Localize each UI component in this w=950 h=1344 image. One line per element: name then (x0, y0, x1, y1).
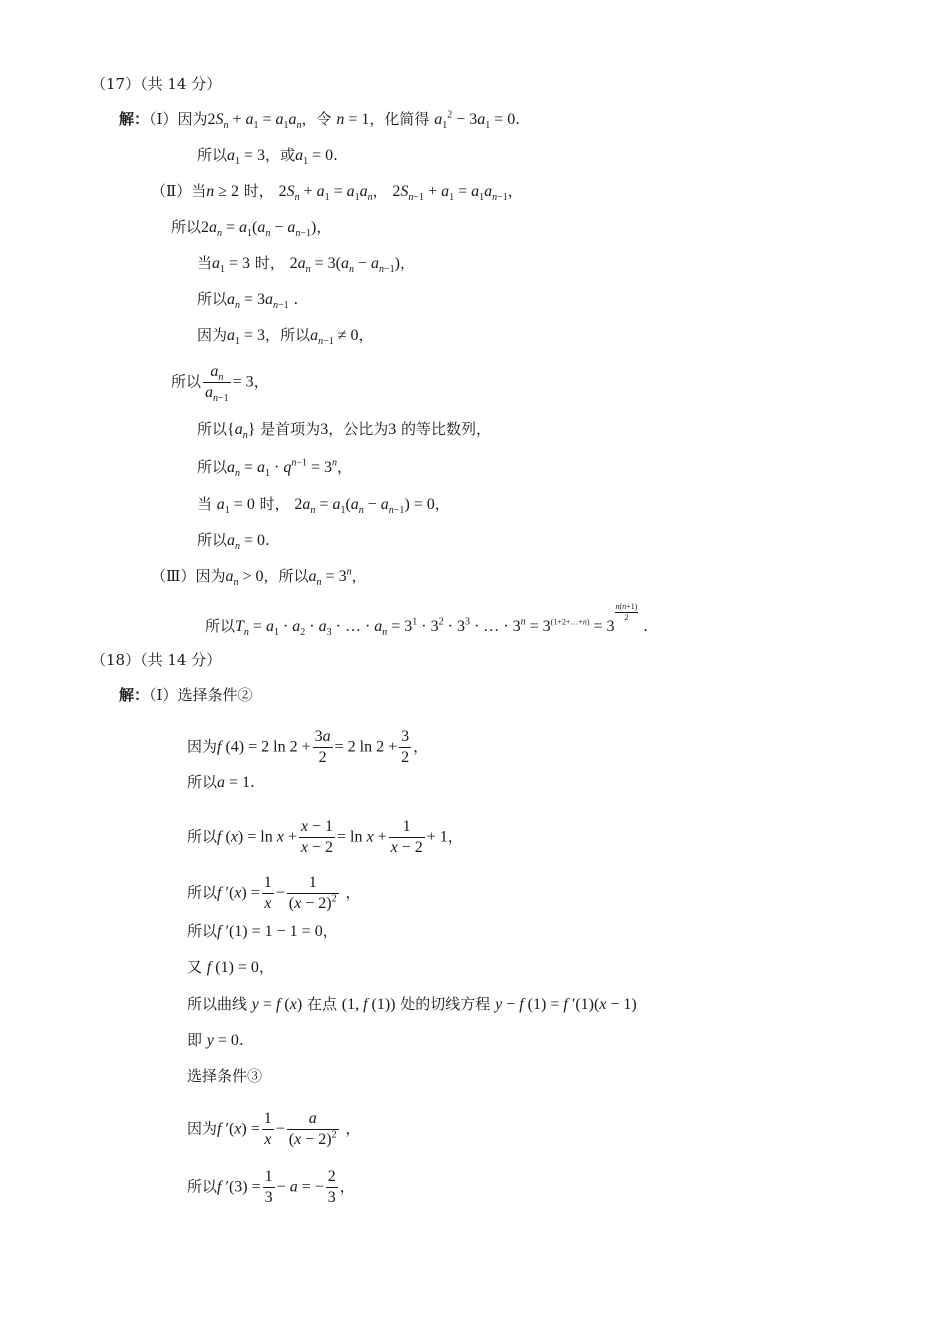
q17-text-yinwei: 因为 (177, 110, 208, 128)
q17-part2-line5: 因为$a_1 = 3$，所以$a_{n-1} \ne 0$， (197, 326, 374, 348)
q17-part2-line8: 所以$a_n = a_1 \cdot q^{n-1} = 3^n$， (197, 457, 353, 480)
q17-text-dang: 当 (197, 495, 213, 513)
q18-line-f1: 又 f (1) = 0， (187, 958, 274, 976)
q17-text-geometric-c: 的等比数列 (401, 420, 477, 438)
q18-jie: 解： (119, 686, 150, 704)
q17-text-geometric-a: 是首项为 (260, 420, 321, 438)
q17-header: （17）（共 14 分） (91, 75, 222, 93)
q18-text-suoyi: 所以 (187, 1177, 218, 1196)
q17-text-suoyi: 所以 (197, 420, 228, 438)
q17-text-suoyi: 所以 (280, 326, 311, 344)
q17-text-suoyi: 所以 (197, 146, 228, 164)
q17-text-suoyi: 所以 (171, 372, 202, 391)
q18-text-you: 又 (187, 958, 203, 976)
q17-text-huajiande: 化简得 (384, 110, 430, 128)
q17-text-ling: 令 (316, 110, 332, 128)
q17-text-suoyi: 所以 (205, 617, 236, 635)
q17-part2-line2: 所以$2a_n = a_1(a_n - a_{n-1})$， (171, 218, 332, 240)
q17-text-suoyi: 所以 (197, 458, 228, 476)
q18-line-a: 所以a = 1. (187, 773, 255, 791)
q18-text-suoyi: 所以 (187, 773, 218, 791)
q18-header: （18）（共 14 分） (91, 651, 222, 669)
q18-line-fpx: 所以f ′(x) = $\frac{1}{x}$ − $\frac{1}{(x - 2)^2}$ ， (187, 874, 361, 912)
q18-part1-line1 (119, 685, 252, 705)
q17-part2-line4: 所以$a_n = 3a_{n-1}$ . (197, 290, 299, 312)
q17-part3-label: （Ⅲ） (151, 567, 196, 585)
q17-part2-line3: 当$a_1 = 3$ 时， $2a_n = 3(a_n - a_{n-1})$， (197, 254, 415, 276)
q17-text-yinwei: 因为 (195, 567, 226, 585)
q17-part2-label: （Ⅱ） (151, 182, 192, 200)
q17-text-huo: 或 (280, 146, 296, 164)
q17-text-shi: 时 (243, 182, 259, 200)
q18-text-suoyi: 所以 (187, 922, 218, 940)
q17-part1-line2: 所以$a_1 = 3$，或$a_1 = 0$. (197, 146, 338, 168)
q18-text-yinwei: 因为 (187, 737, 218, 756)
q18-line-fx: 所以f (x) = ln x + $\frac{x - 1}{x - 2}$ = ln x + $\frac{1}{x - 2}$ + 1， (187, 818, 463, 856)
q17-text-suoyi: 所以 (278, 567, 309, 585)
q18-part1-label: （Ⅰ） (149, 686, 178, 704)
q17-jie: 解： (119, 110, 150, 128)
q17-text-shi: 时 (254, 254, 270, 272)
q18-text-suoyi: 所以 (187, 883, 218, 902)
q17-text-geometric-b: 公比为 (343, 420, 389, 438)
q18-cond2: 选择条件② (177, 686, 253, 704)
q18-text-quxian: 所以曲线 (187, 995, 248, 1013)
q17-part2-line9: 当 $a_1 = 0$ 时， $2a_n = a_1(a_n - a_{n-1}) = 0$， (197, 495, 450, 517)
q17-part2-line1: （Ⅱ）当n ≥ 2 时， $2S_n + a_1 = a_1a_n$， $2S_{n-1} + a_1 = a_1a_{n-1}$， (151, 182, 523, 204)
q18-cond3: 选择条件③ (187, 1067, 263, 1085)
q17-part3-line2: 所以$T_n = a_1 \cdot a_2 \cdot a_3$ · … · $a_n = 3^1 \cdot 3^2 \cdot 3^3$ · … · $3^n = 3^{(1+2+\dots+n)} = 3$ $\frac{n(n+1)}{2}$ . (205, 602, 648, 639)
q17-text-dang: 当 (191, 182, 207, 200)
q17-text-shi: 时 (259, 495, 275, 513)
q18-text-qiexian: 处的切线方程 (400, 995, 491, 1013)
q18-text-zaidian: 在点 (306, 995, 337, 1013)
q17-part3-line1: （Ⅲ）因为$a_n > 0$，所以$a_n = 3^n$， (151, 566, 367, 589)
q17-text-suoyi: 所以 (197, 531, 228, 549)
q18-line-f4: 因为f (4) = 2 ln 2 + $\frac{3a}{2}$ = 2 ln 2 + $\frac{3}{2}$ ， (187, 728, 429, 766)
q17-part2-line6: 所以 $\frac{a_n}{a_{n-1}}$ = 3， (171, 363, 269, 405)
q17-part1-label: （Ⅰ） (149, 110, 178, 128)
q17-text-yinwei: 因为 (197, 326, 228, 344)
q18-text-ji: 即 (187, 1031, 203, 1049)
q17-part2-line10: 所以$a_n = 0$. (197, 531, 270, 553)
q18-text-yinwei: 因为 (187, 1119, 218, 1138)
q17-part1-line1: 解：（Ⅰ）因为$2S_n + a_1 = a_1a_n$，令 n = 1，化简得 $a_1^2 - 3a_1 = 0$. (119, 109, 521, 132)
q17-text-suoyi: 所以 (171, 218, 202, 236)
q18-text-suoyi: 所以 (187, 827, 218, 846)
q18-line-fpx-a: 因为f ′(x) = $\frac{1}{x}$ − $\frac{a}{(x - 2)^2}$ ， (187, 1110, 361, 1148)
q17-text-suoyi: 所以 (197, 290, 228, 308)
q18-line-tangent: 所以曲线 y = f (x) 在点 (1, f (1)) 处的切线方程 y − f (1) = f ′(1)(x − 1) (187, 995, 637, 1013)
q17-part2-line7: 所以$\{a_n\}$ 是首项为3，公比为3 的等比数列， (197, 420, 492, 442)
q18-line-y0: 即 y = 0. (187, 1031, 244, 1049)
q18-line-fp3: 所以f ′(3) = $\frac{1}{3}$ − a = − $\frac{2}{3}$ ， (187, 1168, 355, 1206)
q17-text-dang: 当 (197, 254, 213, 272)
q18-line-fp1: 所以f ′(1) = 1 − 1 = 0， (187, 922, 338, 940)
